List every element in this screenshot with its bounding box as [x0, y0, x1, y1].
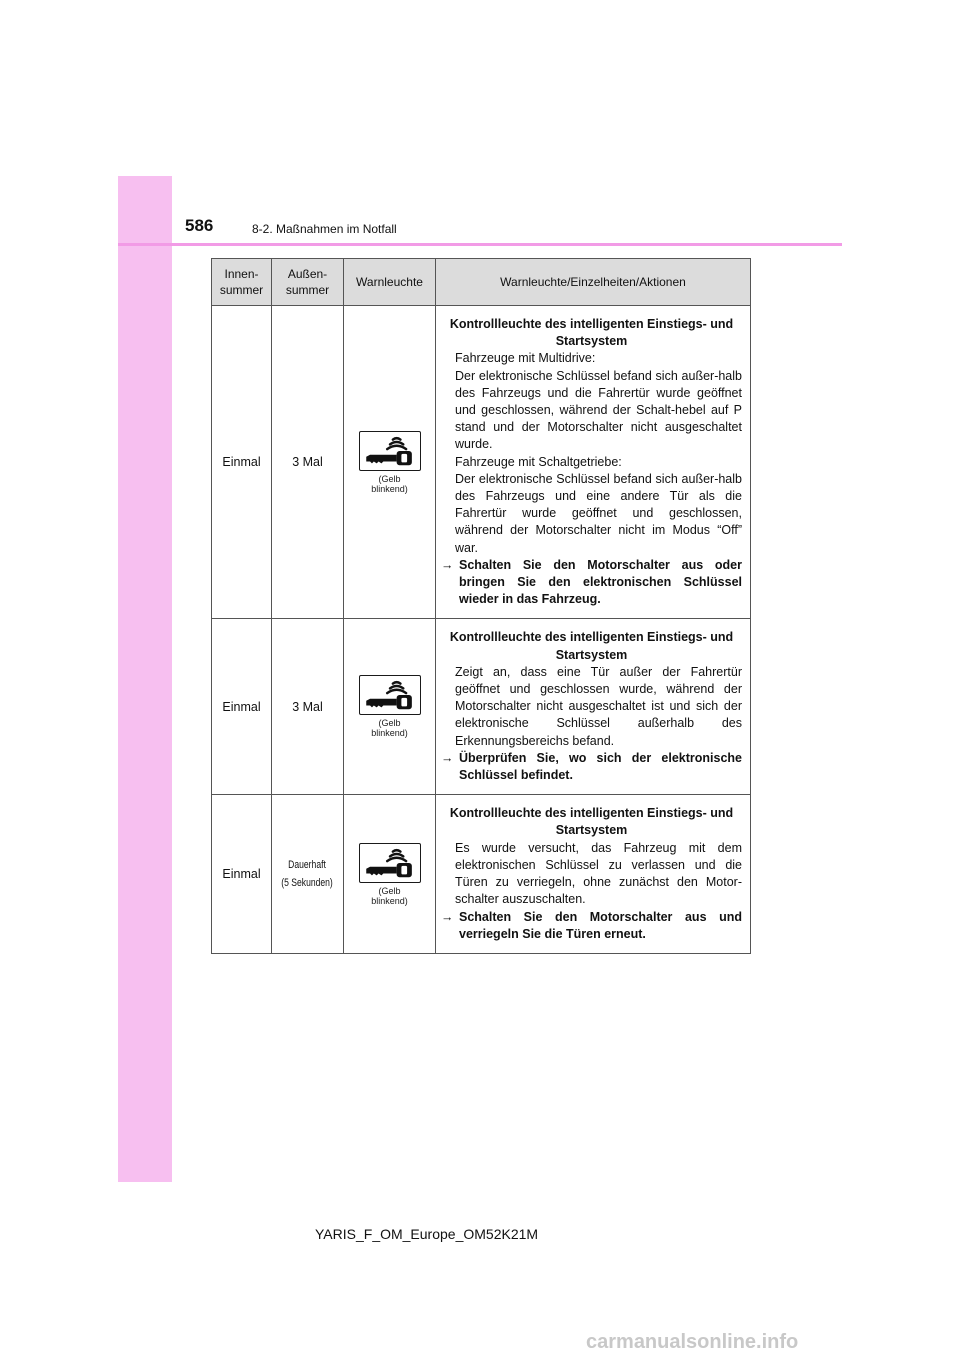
- smart-key-indicator-icon: [359, 431, 421, 471]
- table-header-row: [212, 259, 751, 306]
- outer-buzzer-cell: 3 Mal: [272, 619, 344, 795]
- outer-buzzer-cell: [272, 795, 344, 954]
- table-row: [212, 795, 751, 954]
- arrow-icon: →: [441, 750, 454, 765]
- inner-buzzer-cell: Einmal: [212, 306, 272, 619]
- outer-buzzer-value: Dauerhaft (5 Sekunden): [281, 859, 334, 890]
- watermark-link[interactable]: carmanualsonline.info: [586, 1331, 799, 1353]
- inner-buzzer-cell: Einmal: [212, 619, 272, 795]
- detail-line: Fahrzeuge mit Schaltgetriebe:: [455, 454, 622, 469]
- arrow-icon: →: [441, 909, 454, 924]
- detail-line: Fahrzeuge mit Multidrive:: [455, 351, 596, 366]
- warning-table: [211, 258, 751, 954]
- column-header-outer-buzzer: Außen- summer: [272, 259, 344, 306]
- page-number: 586: [185, 216, 214, 235]
- smart-key-indicator-icon: [359, 675, 421, 715]
- document-footer: YARIS_F_OM_Europe_OM52K21M: [315, 1226, 539, 1242]
- header-rule: [118, 243, 842, 246]
- column-header-warning-light: Warnleuchte: [344, 259, 436, 306]
- lamp-note: (Gelb blinkend): [371, 885, 408, 906]
- details-cell: [436, 306, 751, 619]
- inner-buzzer-cell: Einmal: [212, 795, 272, 954]
- row-title: Kontrollleuchte des intelligenten Einstiegs- und Startsystem: [449, 630, 734, 662]
- detail-line: Es wurde versucht, das Fahrzeug mit dem elektronischen Schlüssel zu verlassen und die Türen zu verriegeln, ohne zunächst den Motor-schalter auszuschalten.: [455, 840, 742, 907]
- details-cell: [436, 795, 751, 954]
- detail-line: Zeigt an, dass eine Tür außer der Fahrertür geöffnet und geschlossen wurde, während der Motorschalter nicht ausgeschaltet ist und sich der elektronische Schlüssel außerhalb des Erkennungsbereichs befand.: [455, 664, 742, 748]
- sidebar-tab: [118, 176, 172, 1182]
- column-header-inner-buzzer: Innen- summer: [212, 259, 272, 306]
- table-row: [212, 619, 751, 795]
- lamp-note: (Gelb blinkend): [371, 473, 408, 494]
- row-title: Kontrollleuchte des intelligenten Einstiegs- und Startsystem: [449, 806, 734, 838]
- action-line: → Überprüfen Sie, wo sich der elektronische Schlüssel befindet.: [441, 750, 742, 783]
- detail-line: Der elektronische Schlüssel befand sich außer-halb des Fahrzeugs und die Fahrertür wurde geöffnet und geschlossen, während der Schalt-hebel auf P stand und der Motorschalter nicht ausgeschaltet wurde.: [455, 368, 742, 452]
- section-title: 8-2. Maßnahmen im Notfall: [252, 222, 397, 236]
- lamp-note: (Gelb blinkend): [371, 718, 408, 739]
- table-row: [212, 306, 751, 619]
- detail-line: Der elektronische Schlüssel befand sich außer-halb des Fahrzeugs und eine andere Tür als die Fahrertür wurde geöffnet und geschlossen, während der Motorschalter nicht im Modus “Off” war.: [455, 471, 742, 555]
- action-line: → Schalten Sie den Motorschalter aus oder bringen Sie den elektronischen Schlüssel wieder in das Fahrzeug.: [441, 557, 742, 607]
- warning-light-cell: [344, 619, 436, 795]
- action-line: → Schalten Sie den Motorschalter aus und verriegeln Sie die Türen erneut.: [441, 909, 742, 941]
- row-title: Kontrollleuchte des intelligenten Einstiegs- und Startsystem: [449, 317, 734, 349]
- warning-light-cell: [344, 306, 436, 619]
- outer-buzzer-cell: 3 Mal: [272, 306, 344, 619]
- arrow-icon: →: [441, 557, 454, 572]
- details-cell: [436, 619, 751, 795]
- warning-light-cell: [344, 795, 436, 954]
- column-header-details: Warnleuchte/Einzelheiten/Aktionen: [436, 259, 751, 306]
- smart-key-indicator-icon: [359, 843, 421, 883]
